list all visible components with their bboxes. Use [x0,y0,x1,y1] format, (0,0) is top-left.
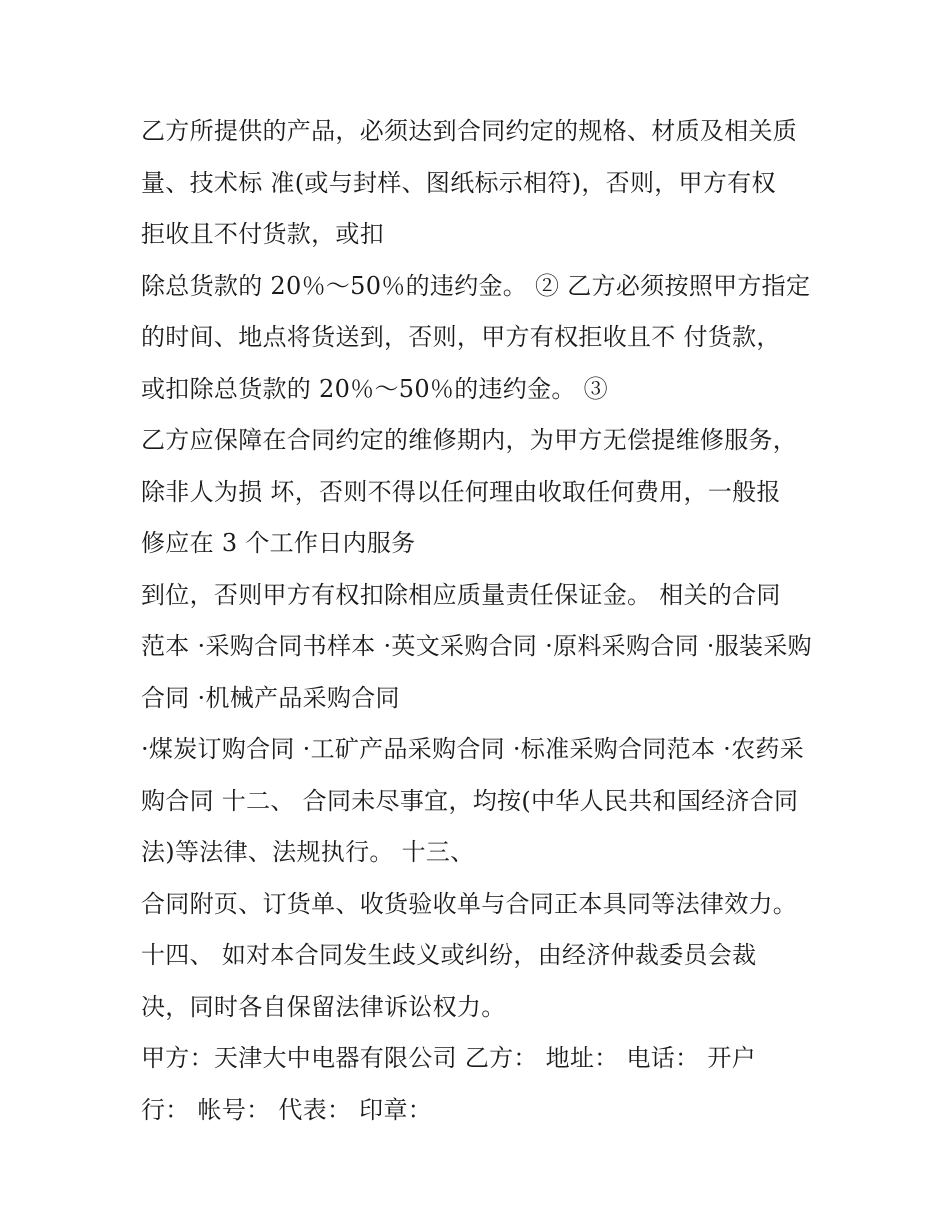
text-line: 量、技术标 准(或与封样、图纸标示相符)，否则，甲方有权 [141,168,776,197]
text-line: 十四、 如对本合同发生歧义或纠纷，由经济仲裁委员会裁 [141,941,757,969]
text-line: 修应在 3 个工作日内服务 [141,529,416,557]
text-line: 甲方：天津大中电器有限公司 乙方： 地址： 电话： 开户 [141,1044,756,1072]
text-line: 除非人为损 坏，否则不得以任何理由收取任何费用，一般报 [141,477,781,506]
text-line: 合同附页、订货单、收货验收单与合同正本具同等法律效力。 [141,889,798,918]
contract-text [141,106,821,1136]
text-line: 乙方所提供的产品，必须达到合同约定的规格、材质及相关质 [141,117,798,145]
text-line: 或扣除总货款的 20％～50％的违约金。 ③ [141,374,608,403]
text-line: 除总货款的 20％～50％的违约金。 ② 乙方必须按照甲方指定 [141,271,811,300]
text-line: 的时间、地点将货送到，否则，甲方有权拒收且不 付货款， [141,323,781,351]
text-line: 法)等法律、法规执行。 十三、 [141,838,475,866]
text-line: 行： 帐号： 代表： 印章： [141,1095,433,1124]
text-line: 决，同时各自保留法律诉讼权力。 [141,992,506,1021]
text-line: ·煤炭订购合同 ·工矿产品采购合同 ·标准采购合同范本 ·农药采 [141,735,805,763]
text-line: 购合同 十二、 合同未尽事宜，均按(中华人民共和国经济合同 [141,786,799,815]
text-line: 拒收且不付货款，或扣 [141,220,384,248]
text-line: 乙方应保障在合同约定的维修期内，为甲方无偿提维修服务， [141,426,798,454]
text-line: 范本 ·采购合同书样本 ·英文采购合同 ·原料采购合同 ·服装采购 [141,632,812,660]
text-line: 到位，否则甲方有权扣除相应质量责任保证金。 相关的合同 [141,580,781,609]
text-line: 合同 ·机械产品采购合同 [141,683,400,712]
